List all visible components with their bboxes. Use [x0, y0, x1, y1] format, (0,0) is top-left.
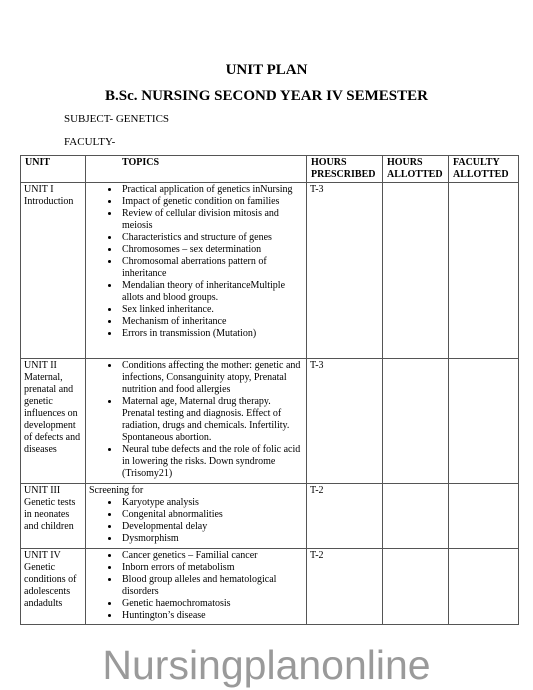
- topic-item: • Characteristics and structure of genes: [120, 232, 303, 244]
- unit-cell: UNIT IV Genetic conditions of adolescents andadults: [21, 549, 86, 625]
- topic-item: • Review of cellular division mitosis and meiosis: [120, 208, 303, 232]
- table-body: [21, 183, 519, 625]
- topic-item: • Cancer genetics – Familial cancer: [120, 550, 303, 562]
- topic-item: • Conditions affecting the mother: genetic and infections, Consanguinity atopy, Prenatal nutrition and food allergies: [120, 360, 303, 396]
- topic-item: • Maternal age, Maternal drug therapy. Prenatal testing and diagnosis. Effect of radiation, drugs and chemicals. Infertility. Spontaneous abortion.: [120, 396, 303, 444]
- header-hours-prescribed: HOURS PRESCRIBED: [307, 156, 383, 183]
- topic-item: • Blood group alleles and hematological disorders: [120, 574, 303, 598]
- watermark: Nursingplanonline: [102, 642, 431, 688]
- topics-list: [89, 360, 303, 480]
- hours-prescribed-cell: T-2: [307, 549, 383, 625]
- topic-item: • Mendalian theory of inheritanceMultiple allots and blood groups.: [120, 280, 303, 304]
- faculty-allotted-cell: [449, 484, 519, 549]
- faculty-allotted-cell: [449, 549, 519, 625]
- table-row: [21, 484, 519, 549]
- hours-allotted-cell: [383, 183, 449, 359]
- topics-cell: [86, 359, 307, 484]
- topics-cell: [86, 549, 307, 625]
- table-row: [21, 549, 519, 625]
- hours-prescribed-cell: T-3: [307, 359, 383, 484]
- unit-cell: UNIT II Maternal, prenatal and genetic influences on development of defects and diseases: [21, 359, 86, 484]
- topics-list: [89, 497, 303, 545]
- unit-cell: UNIT III Genetic tests in neonates and children: [21, 484, 86, 549]
- topics-cell: [86, 183, 307, 359]
- hours-allotted-cell: [383, 549, 449, 625]
- hours-prescribed-cell: T-2: [307, 484, 383, 549]
- hours-allotted-cell: [383, 359, 449, 484]
- header-hours-allotted: HOURS ALLOTTED: [383, 156, 449, 183]
- topic-item: • Chromosomes – sex determination: [120, 244, 303, 256]
- topics-cell: [86, 484, 307, 549]
- document-subtitle: B.Sc. NURSING SECOND YEAR IV SEMESTER: [105, 88, 428, 104]
- hours-prescribed-cell: T-3: [307, 183, 383, 359]
- unit-cell: UNIT I Introduction: [21, 183, 86, 359]
- topics-list: [89, 550, 303, 622]
- topic-item: • Congenital abnormalities: [120, 509, 303, 521]
- topic-item: • Practical application of genetics inNursing: [120, 184, 303, 196]
- topic-item: • Impact of genetic condition on families: [120, 196, 303, 208]
- hours-allotted-cell: [383, 484, 449, 549]
- topic-item: • Inborn errors of metabolism: [120, 562, 303, 574]
- topic-item: • Neural tube defects and the role of folic acid in lowering the risks. Down syndrome (Trisomy21): [120, 444, 303, 480]
- topic-item: • Errors in transmission (Mutation): [120, 328, 303, 340]
- faculty-allotted-cell: [449, 359, 519, 484]
- table-row: [21, 359, 519, 484]
- topic-item: • Dysmorphism: [120, 533, 303, 545]
- topic-item: • Sex linked inheritance.: [120, 304, 303, 316]
- topic-item: • Genetic haemochromatosis: [120, 598, 303, 610]
- topic-item: • Huntington’s disease: [120, 610, 303, 622]
- topics-lead-text: Screening for: [89, 485, 144, 496]
- topic-item: • Mechanism of inheritance: [120, 316, 303, 328]
- header-faculty-allotted: FACULTY ALLOTTED: [449, 156, 519, 183]
- topics-list: [89, 184, 303, 340]
- faculty-allotted-cell: [449, 183, 519, 359]
- table-row: [21, 183, 519, 359]
- header-topics: TOPICS: [86, 156, 307, 183]
- topic-item: • Karyotype analysis: [120, 497, 303, 509]
- header-unit: UNIT: [21, 156, 86, 183]
- topic-item: • Developmental delay: [120, 521, 303, 533]
- faculty-line: FACULTY-: [64, 136, 116, 148]
- topic-item: • Chromosomal aberrations pattern of inheritance: [120, 256, 303, 280]
- document-title: UNIT PLAN: [225, 62, 308, 78]
- subject-line: SUBJECT- GENETICS: [64, 113, 170, 125]
- table-header-row: [21, 156, 519, 183]
- unit-plan-table: [20, 155, 519, 625]
